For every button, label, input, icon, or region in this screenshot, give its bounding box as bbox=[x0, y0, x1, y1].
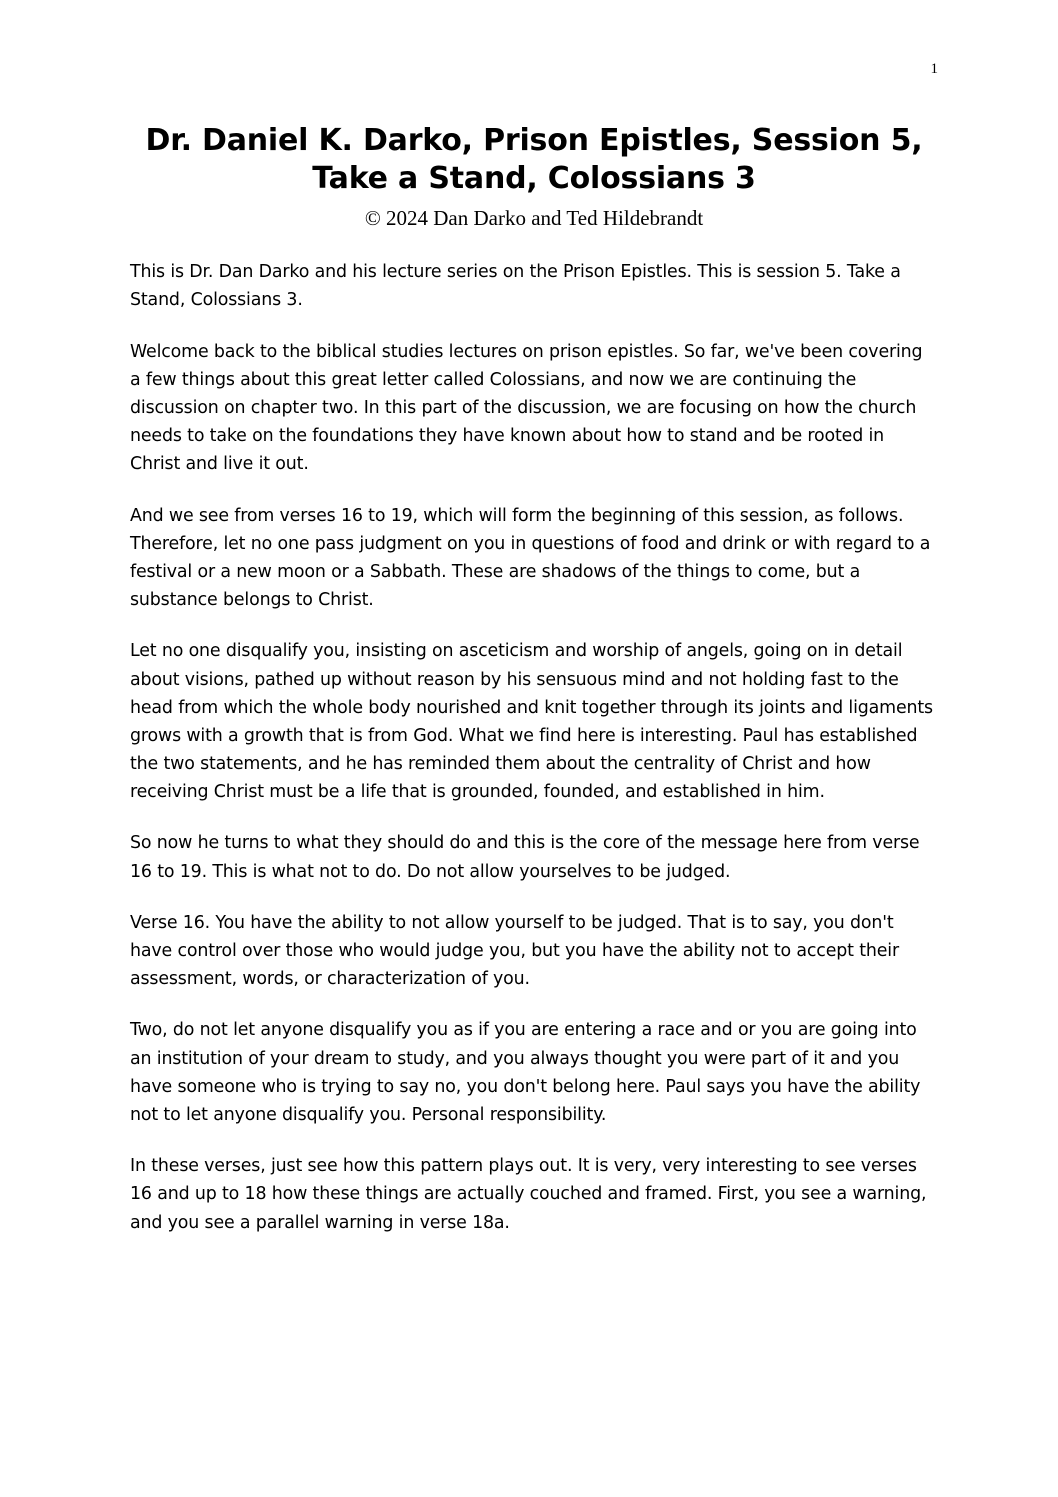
page-title-line-2: Take a Stand, Colossians 3 bbox=[312, 160, 756, 196]
body-paragraph: Welcome back to the biblical studies lectures on prison epistles. So far, we've been covering a few things about this great letter called Colossians, and now we are continuing the discussion on chapter two. In this part of the discussion, we are focusing on how the church needs to take on the foundations they have known about how to stand and be rooted in Christ and live it out. bbox=[130, 341, 923, 475]
body-paragraph: And we see from verses 16 to 19, which will form the beginning of this session, as follows. Therefore, let no one pass judgment on you in questions of food and drink or with regard to a festival or a new moon or a Sabbath. These are shadows of the things to come, but a substance belongs to Christ. bbox=[130, 505, 931, 611]
body-paragraph: Let no one disqualify you, insisting on asceticism and worship of angels, going on in detail about visions, pathed up without reason by his sensuous mind and not holding fast to the head from which the whole body nourished and knit together through its joints and ligaments grows with a growth that is from God. What we find here is interesting. Paul has established the two statements, and he has reminded them about the centrality of Christ and how receiving Christ must be a life that is grounded, founded, and established in him. bbox=[130, 641, 933, 803]
page-title bbox=[130, 122, 938, 197]
page-title-line-1: Dr. Daniel K. Darko, Prison Epistles, Session 5, bbox=[145, 123, 923, 158]
body-paragraph: In these verses, just see how this pattern plays out. It is very, very interesting to see verses 16 and up to 18 how these things are actually couched and framed. First, you see a warning, and you see a parallel warning in verse 18a. bbox=[130, 1156, 927, 1233]
copyright-notice: © 2024 Dan Darko and Ted Hildebrandt bbox=[364, 206, 704, 230]
document-body bbox=[130, 258, 938, 1236]
body-paragraph: Two, do not let anyone disqualify you as if you are entering a race and or you are going into an institution of your dream to study, and you always thought you were part of it and you have someone who is trying to say no, you don't belong here. Paul says you have the ability not to let anyone disqualify you. Personal responsibility. bbox=[130, 1020, 921, 1125]
body-paragraph: This is Dr. Dan Darko and his lecture series on the Prison Epistles. This is session 5. Take a Stand, Colossians 3. bbox=[130, 262, 901, 311]
body-paragraph: So now he turns to what they should do and this is the core of the message here from verse 16 to 19. This is what not to do. Do not allow yourselves to be judged. bbox=[130, 833, 920, 882]
body-paragraph: Verse 16. You have the ability to not allow yourself to be judged. That is to say, you don't have control over those who would judge you, but you have the ability not to accept their assessment, words, or characterization of you. bbox=[130, 912, 899, 990]
page-number: 1 bbox=[930, 61, 938, 77]
